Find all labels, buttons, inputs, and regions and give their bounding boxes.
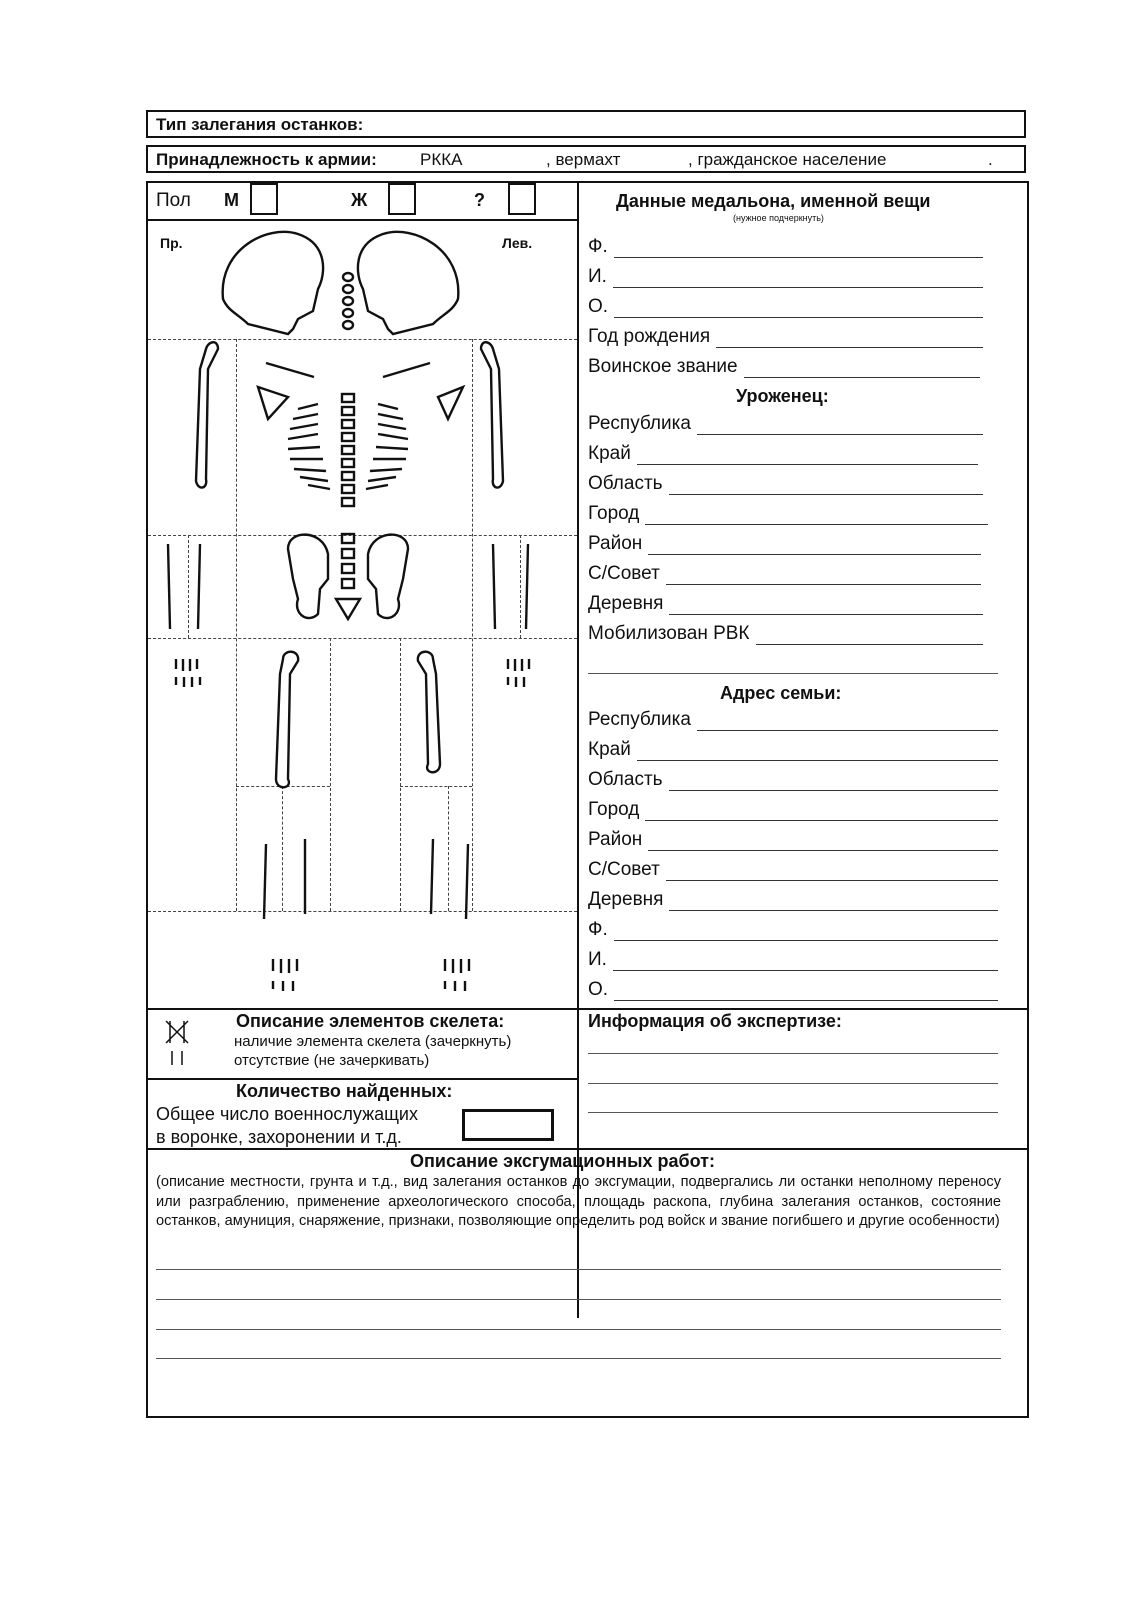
main-form-table: [146, 181, 1029, 1418]
forearm-right-icon: [168, 544, 200, 629]
native-city-field[interactable]: Город: [588, 503, 988, 525]
army-affiliation-field: [146, 145, 1026, 173]
sex-label: Пол: [156, 190, 191, 211]
exhumation-line[interactable]: [156, 1358, 1001, 1359]
count-title: Количество найденных:: [236, 1081, 453, 1101]
native-village-field[interactable]: Деревня: [588, 593, 983, 615]
hand-left-icon: [508, 659, 529, 687]
count-line1: Общее число военнослужащих: [156, 1104, 418, 1124]
legend-divider: [148, 1078, 577, 1080]
skeleton-diagram: [148, 219, 577, 1019]
medallion-title: Данные медальона, именной вещи: [616, 191, 931, 211]
medallion-name-field[interactable]: И.: [588, 266, 983, 288]
sex-female-label: Ж: [351, 190, 368, 210]
exhumation-title: Описание эксгумационных работ:: [410, 1151, 715, 1171]
scapula-right-icon: [258, 387, 288, 419]
column-divider: [577, 183, 579, 1178]
tibia-left-icon: [431, 839, 468, 919]
native-oblast-field[interactable]: Область: [588, 473, 983, 495]
sex-male-checkbox[interactable]: [250, 183, 278, 215]
family-name-field[interactable]: И.: [588, 949, 998, 971]
lumbar-spine-icon: [342, 534, 354, 588]
medallion-subtitle: (нужное подчеркнуть): [733, 213, 824, 223]
option-wehrmacht[interactable]: , вермахт: [546, 150, 621, 169]
family-village-council-field[interactable]: С/Совет: [588, 859, 998, 881]
sex-female-checkbox[interactable]: [388, 183, 416, 215]
family-surname-field[interactable]: Ф.: [588, 919, 998, 941]
right-side-label: Пр.: [160, 235, 183, 251]
affiliation-end-dot: .: [988, 150, 993, 169]
ribs-left-icon: [366, 404, 408, 489]
scapula-left-icon: [438, 387, 463, 419]
left-side-label: Лев.: [502, 235, 533, 251]
medallion-patronymic-field[interactable]: О.: [588, 296, 983, 318]
femur-right-icon: [276, 652, 298, 788]
sex-unknown-checkbox[interactable]: [508, 183, 536, 215]
medallion-rank-field[interactable]: Воинское звание: [588, 356, 980, 378]
expertise-title: Информация об экспертизе:: [588, 1011, 842, 1031]
family-republic-field[interactable]: Республика: [588, 709, 998, 731]
medallion-birth-year-field[interactable]: Год рождения: [588, 326, 983, 348]
thoracic-spine-icon: [342, 394, 354, 506]
cervical-spine-icon: [343, 273, 353, 329]
clavicle-right-icon: [266, 363, 314, 377]
femur-left-icon: [418, 652, 440, 773]
exhumation-divider: [148, 1148, 1028, 1150]
count-input-box[interactable]: [462, 1109, 554, 1141]
ribs-right-icon: [288, 404, 330, 489]
crossed-mark-icon: [162, 1019, 192, 1069]
sex-unknown-label: ?: [474, 190, 485, 210]
humerus-right-icon: [196, 342, 218, 487]
native-republic-field[interactable]: Республика: [588, 413, 983, 435]
expertise-line[interactable]: [588, 1053, 998, 1054]
family-title: Адрес семьи:: [720, 683, 842, 703]
exhumation-line[interactable]: [156, 1299, 1001, 1300]
expertise-line[interactable]: [588, 1112, 998, 1113]
tibia-right-icon: [264, 839, 305, 919]
family-krai-field[interactable]: Край: [588, 739, 998, 761]
sex-male-label: М: [224, 190, 239, 210]
clavicle-left-icon: [383, 363, 430, 377]
family-village-field[interactable]: Деревня: [588, 889, 998, 911]
exhumation-line[interactable]: [156, 1269, 1001, 1270]
native-mobilized-field[interactable]: Мобилизован РВК: [588, 623, 983, 645]
army-affiliation-label: Принадлежность к армии:: [156, 150, 377, 169]
native-district-field[interactable]: Район: [588, 533, 981, 555]
family-oblast-field[interactable]: Область: [588, 769, 998, 791]
option-rkka[interactable]: РККА: [420, 150, 463, 169]
expertise-line[interactable]: [588, 1083, 998, 1084]
uncrossed-mark-icon: [172, 1051, 182, 1065]
humerus-left-icon: [481, 342, 503, 487]
medallion-surname-field[interactable]: Ф.: [588, 236, 983, 258]
native-krai-field[interactable]: Край: [588, 443, 978, 465]
burial-type-field[interactable]: [146, 110, 1026, 138]
legend-title: Описание элементов скелета:: [236, 1011, 505, 1031]
native-extra-line[interactable]: [588, 673, 998, 674]
native-title: Уроженец:: [736, 386, 829, 406]
family-district-field[interactable]: Район: [588, 829, 998, 851]
skull-left-icon: [358, 232, 458, 334]
section-divider: [148, 1008, 1028, 1010]
count-line2: в воронке, захоронении и т.д.: [156, 1127, 402, 1147]
native-village-council-field[interactable]: С/Совет: [588, 563, 981, 585]
hand-right-icon: [176, 659, 200, 687]
legend-absent-text: отсутствие (не зачеркивать): [234, 1052, 430, 1069]
forearm-left-icon: [493, 544, 528, 629]
pelvis-icon: [288, 535, 408, 619]
skull-right-icon: [223, 232, 323, 334]
family-patronymic-field[interactable]: О.: [588, 979, 998, 1001]
legend-present-text: наличие элемента скелета (зачеркнуть): [234, 1033, 512, 1050]
exhumation-description: (описание местности, грунта и т.д., вид залегания останков до эксгумации, подвергались ли останки неполному переносу или разграблению, применение археологического способа, площадь раскопа, глубина залегания останков, состояние останков, амуниция, снаряжение, признаки, позволяющие определить род войск и звание погибшего и другие особенности): [156, 1174, 1001, 1229]
family-city-field[interactable]: Город: [588, 799, 998, 821]
exhumation-line[interactable]: [156, 1329, 1001, 1330]
burial-type-label: Тип залегания останков:: [156, 115, 364, 134]
foot-right-icon: [273, 959, 297, 991]
foot-left-icon: [445, 959, 469, 991]
option-civilians[interactable]: , гражданское население: [688, 150, 887, 169]
